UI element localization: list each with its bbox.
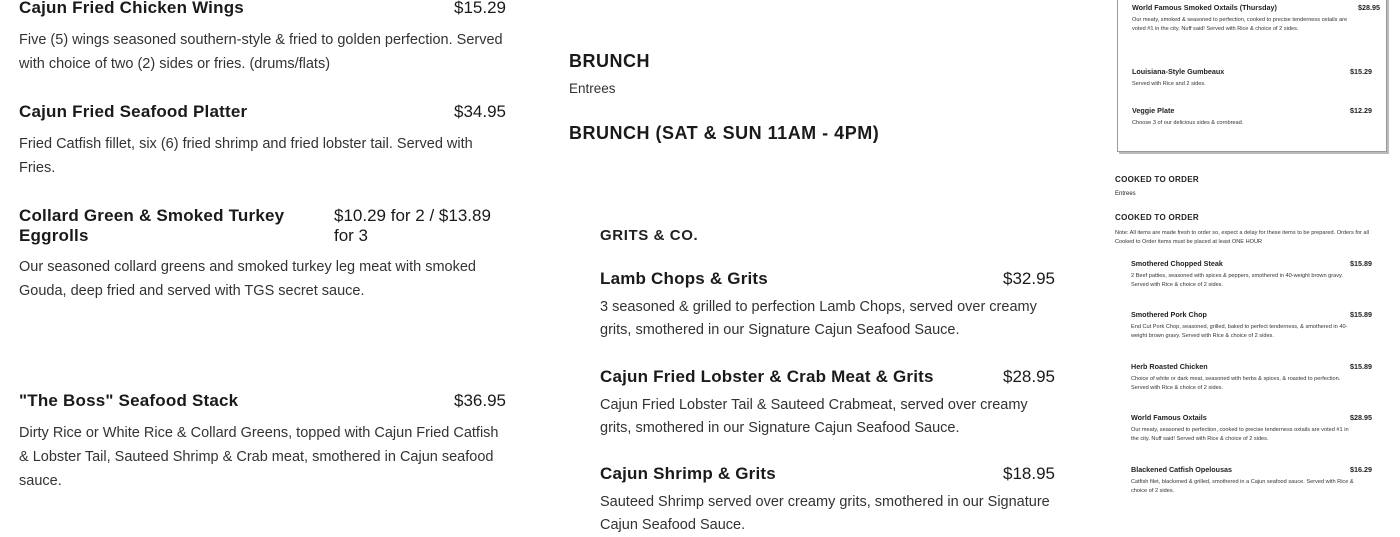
- menu-item-description: 3 seasoned & grilled to perfection Lamb Chops, served over creamy grits, smothered in our Signature Cajun Seafood Sauce.: [600, 299, 1037, 338]
- menu-item-description: Dirty Rice or White Rice & Collard Greens, topped with Cajun Fried Catfish & Lobster Tail, Sauteed Shrimp & Crab meat, smothered in Cajun seafood sauce.: [19, 425, 499, 489]
- category-title: GRITS & CO.: [600, 227, 699, 244]
- mini-menu-item: [1131, 362, 1372, 393]
- mini-item-name: World Famous Oxtails: [1131, 413, 1207, 422]
- mini-item-price: $15.29: [1350, 67, 1372, 76]
- mini-item-description: Our meaty, seasoned to perfection, cooked to precise tenderness oxtails are voted #1 in the city. Nuff said! Served with Rice & choice of 2 sides.: [1131, 427, 1349, 442]
- mini-menu-item: [1132, 67, 1372, 89]
- mini-menu-item: [1131, 413, 1372, 444]
- mini-item-name: World Famous Smoked Oxtails (Thursday): [1132, 3, 1277, 12]
- menu-item-description: Sauteed Shrimp served over creamy grits, smothered in our Signature Cajun Seafood Sauce.: [600, 494, 1050, 533]
- mini-item-name: Herb Roasted Chicken: [1131, 362, 1208, 371]
- mini-item-description: 2 Beef patties, seasoned with spices & peppers, smothered in 40-weight brown gravy. Served with Rice & choice of 2 sides.: [1131, 273, 1343, 288]
- mini-item-price: $15.89: [1350, 259, 1372, 268]
- mini-menu-item: [1132, 3, 1380, 34]
- mini-item-name: Smothered Chopped Steak: [1131, 259, 1223, 268]
- menu-item-price: $15.29: [454, 0, 506, 17]
- mini-item-name: Blackened Catfish Opelousas: [1131, 465, 1233, 474]
- mini-item-name: Louisiana-Style Gumbeaux: [1132, 67, 1225, 76]
- mini-note: Note: All items are made fresh to order so, expect a delay for these items to be prepared. Orders for all Cooked to Order items must be placed at least ONE HOUR: [1115, 230, 1370, 245]
- mini-item-price: $28.95: [1358, 3, 1380, 12]
- menu-item-price: $32.95: [1003, 269, 1055, 288]
- mini-item-description: End Cut Pork Chop, seasoned, grilled, baked to perfect tenderness, & smothered in 40-weight brown gravy. Served with Rice & choice of 2 sides.: [1131, 324, 1348, 339]
- menu-item-description: Fried Catfish fillet, six (6) fried shrimp and fried lobster tail. Served with Fries.: [19, 136, 473, 176]
- mini-item-description: Catfish filet, blackened & grilled, smothered in a Cajun seafood sauce. Served with Rice & choice of 2 sides.: [1131, 479, 1354, 494]
- menu-item-name: Cajun Fried Seafood Platter: [19, 102, 248, 121]
- menu-item-price: $34.95: [454, 102, 506, 121]
- mini-section-title: COOKED TO ORDER: [1115, 175, 1199, 184]
- mini-menu-item: [1132, 106, 1372, 128]
- mini-section-subtitle: Entrees: [1115, 191, 1136, 197]
- menu-item-description: Five (5) wings seasoned southern-style & fried to golden perfection. Served with choice of two (2) sides or fries. (drums/flats): [19, 32, 503, 72]
- mini-item-price: $15.89: [1350, 310, 1372, 319]
- menu-item-price: $10.29 for 2 / $13.89 for 3: [334, 206, 491, 245]
- section-hours: BRUNCH (SAT & SUN 11AM - 4PM): [569, 123, 880, 143]
- mini-item-name: Veggie Plate: [1132, 106, 1175, 115]
- menu-item-name: Cajun Shrimp & Grits: [600, 464, 776, 483]
- mini-item-price: $15.89: [1350, 362, 1372, 371]
- mini-item-price: $28.95: [1350, 413, 1372, 422]
- mini-menu-item: [1131, 259, 1372, 290]
- menu-item-price: $18.95: [1003, 464, 1055, 483]
- mini-item-description: Choose 3 of our delicious sides & cornbread.: [1132, 120, 1244, 126]
- section-title: BRUNCH: [569, 51, 650, 71]
- menu-item-name: Cajun Fried Chicken Wings: [19, 0, 244, 17]
- mini-item-description: Served with Rice and 2 sides.: [1132, 81, 1206, 87]
- menu-item-name: Cajun Fried Lobster & Crab Meat & Grits: [600, 367, 934, 386]
- menu-item-description: Our seasoned collard greens and smoked turkey leg meat with smoked Gouda, deep fried and served with TGS secret sauce.: [19, 259, 476, 299]
- mini-section-title: COOKED TO ORDER: [1115, 213, 1199, 222]
- mini-menu-item: [1131, 465, 1372, 496]
- menu-item-description: Cajun Fried Lobster Tail & Sauteed Crabmeat, served over creamy grits, smothered in our Signature Cajun Seafood Sauce.: [600, 397, 1028, 436]
- mini-item-description: Choice of white or dark meat, seasoned with herbs & spices, & roasted to perfection. Served with Rice & choice of 2 sides.: [1131, 376, 1341, 391]
- menu-item-name: Lamb Chops & Grits: [600, 269, 768, 288]
- mini-item-name: Smothered Pork Chop: [1131, 310, 1207, 319]
- menu-item-price: $28.95: [1003, 367, 1055, 386]
- menu-item-name: "The Boss" Seafood Stack: [19, 391, 239, 410]
- mini-menu-item: [1131, 310, 1372, 341]
- mini-item-price: $16.29: [1350, 465, 1372, 474]
- section-subtitle: Entrees: [569, 81, 616, 96]
- menu-item-name: Collard Green & Smoked Turkey Eggrolls: [19, 206, 285, 245]
- mini-item-description: Our meaty, smoked & seasoned to perfection, cooked to precise tenderness oxtails are voted #1 in the city. Nuff said! Served with Rice & choice of 2 sides.: [1132, 17, 1348, 32]
- mini-item-price: $12.29: [1350, 106, 1372, 115]
- menu-item-price: $36.95: [454, 391, 506, 410]
